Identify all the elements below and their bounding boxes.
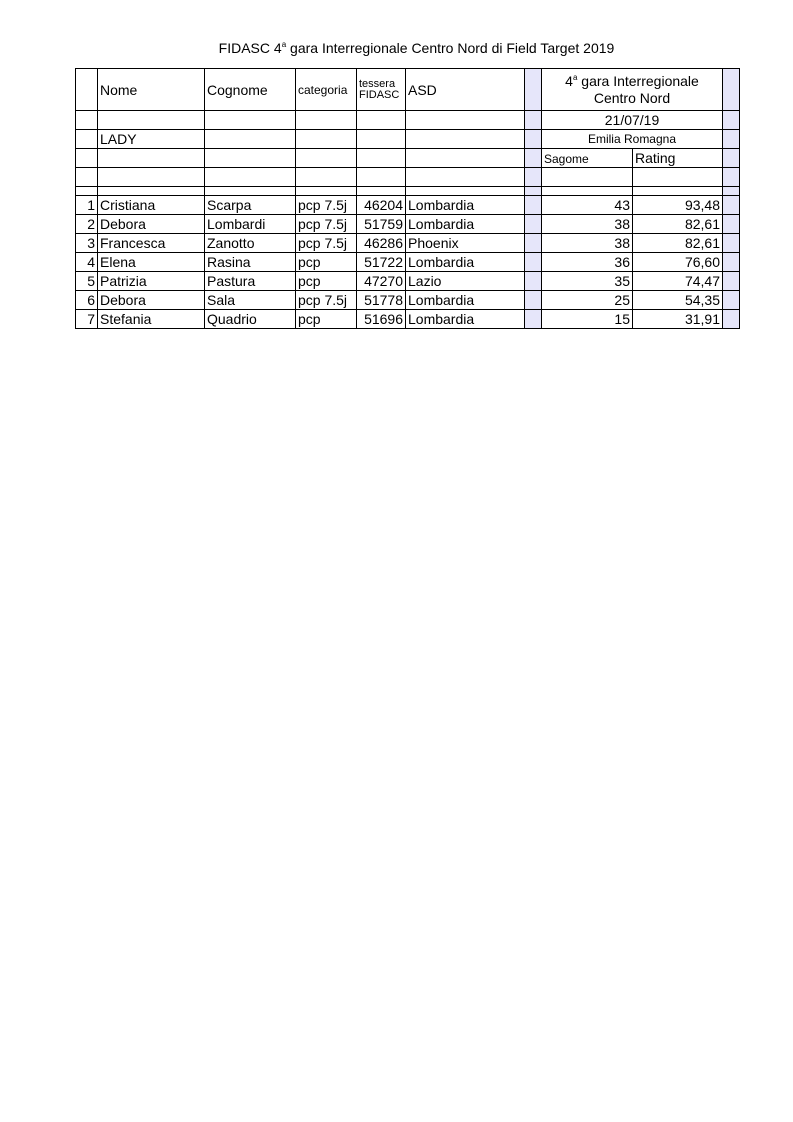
card-number: 47270 bbox=[357, 272, 406, 291]
shade-cell bbox=[525, 187, 542, 196]
shade-cell bbox=[525, 111, 542, 130]
empty-cell bbox=[633, 187, 723, 196]
result-rows bbox=[76, 196, 740, 329]
col-sagome: Sagome bbox=[542, 149, 633, 168]
header-gara bbox=[542, 69, 723, 111]
category: pcp bbox=[296, 310, 357, 329]
category: pcp bbox=[296, 253, 357, 272]
empty-cell bbox=[406, 111, 525, 130]
header-tessera-line2: FIDASC bbox=[359, 88, 400, 101]
shade-cell bbox=[525, 291, 542, 310]
shade-cell bbox=[723, 310, 740, 329]
position: 6 bbox=[76, 291, 98, 310]
targets-score: 35 bbox=[542, 272, 633, 291]
position: 7 bbox=[76, 310, 98, 329]
empty-cell bbox=[357, 187, 406, 196]
targets-score: 43 bbox=[542, 196, 633, 215]
last-name: Lombardi bbox=[205, 215, 296, 234]
shade-cell bbox=[723, 253, 740, 272]
gara-line1: gara Interregionale bbox=[577, 72, 699, 89]
title-prefix: FIDASC 4 bbox=[218, 40, 282, 56]
empty-cell bbox=[406, 130, 525, 149]
empty-row bbox=[76, 168, 740, 187]
card-number: 51696 bbox=[357, 310, 406, 329]
header-pos-cell bbox=[76, 69, 98, 111]
shade-cell bbox=[723, 196, 740, 215]
shade-cell bbox=[723, 272, 740, 291]
empty-cell bbox=[357, 168, 406, 187]
empty-cell bbox=[205, 130, 296, 149]
targets-score: 25 bbox=[542, 291, 633, 310]
event-date: 21/07/19 bbox=[542, 111, 723, 130]
position: 1 bbox=[76, 196, 98, 215]
gara-sup: a bbox=[572, 72, 578, 82]
club: Lombardia bbox=[406, 310, 525, 329]
category: pcp 7.5j bbox=[296, 234, 357, 253]
spacer-row bbox=[76, 187, 740, 196]
results-table bbox=[75, 68, 740, 329]
category: pcp 7.5j bbox=[296, 215, 357, 234]
rating: 76,60 bbox=[633, 253, 723, 272]
shade-cell bbox=[525, 253, 542, 272]
shade-cell bbox=[723, 130, 740, 149]
table-row bbox=[76, 234, 740, 253]
shade-cell bbox=[723, 111, 740, 130]
empty-cell bbox=[205, 168, 296, 187]
page-title bbox=[0, 39, 793, 57]
category: pcp 7.5j bbox=[296, 196, 357, 215]
shade-cell bbox=[723, 291, 740, 310]
empty-cell bbox=[296, 149, 357, 168]
position: 4 bbox=[76, 253, 98, 272]
class-label: LADY bbox=[98, 130, 205, 149]
shade-cell bbox=[525, 130, 542, 149]
empty-cell bbox=[296, 168, 357, 187]
empty-cell bbox=[98, 149, 205, 168]
position: 5 bbox=[76, 272, 98, 291]
empty-cell bbox=[76, 111, 98, 130]
first-name: Patrizia bbox=[98, 272, 205, 291]
rating: 31,91 bbox=[633, 310, 723, 329]
club: Lombardia bbox=[406, 196, 525, 215]
shade-cell bbox=[525, 215, 542, 234]
empty-cell bbox=[98, 111, 205, 130]
shade-cell bbox=[723, 149, 740, 168]
class-row bbox=[76, 130, 740, 149]
targets-score: 38 bbox=[542, 234, 633, 253]
first-name: Elena bbox=[98, 253, 205, 272]
table-row bbox=[76, 272, 740, 291]
empty-cell bbox=[76, 130, 98, 149]
club: Lombardia bbox=[406, 215, 525, 234]
card-number: 46204 bbox=[357, 196, 406, 215]
shade-cell bbox=[525, 310, 542, 329]
event-region: Emilia Romagna bbox=[542, 130, 723, 149]
club: Lombardia bbox=[406, 291, 525, 310]
first-name: Debora bbox=[98, 215, 205, 234]
title-suffix: gara Interregionale Centro Nord di Field Target 2019 bbox=[286, 40, 615, 56]
header-tessera-line1: tessera bbox=[359, 77, 396, 90]
last-name: Sala bbox=[205, 291, 296, 310]
targets-score: 38 bbox=[542, 215, 633, 234]
header-row bbox=[76, 69, 740, 111]
empty-cell bbox=[357, 130, 406, 149]
table-row bbox=[76, 215, 740, 234]
card-number: 51722 bbox=[357, 253, 406, 272]
shade-cell bbox=[525, 272, 542, 291]
empty-cell bbox=[98, 168, 205, 187]
rating: 54,35 bbox=[633, 291, 723, 310]
last-name: Pastura bbox=[205, 272, 296, 291]
first-name: Francesca bbox=[98, 234, 205, 253]
empty-cell bbox=[76, 168, 98, 187]
empty-cell bbox=[633, 168, 723, 187]
last-name: Rasina bbox=[205, 253, 296, 272]
shade-cell bbox=[723, 69, 740, 111]
table-row bbox=[76, 253, 740, 272]
empty-cell bbox=[76, 187, 98, 196]
rating: 93,48 bbox=[633, 196, 723, 215]
header-tessera bbox=[357, 69, 406, 111]
category: pcp 7.5j bbox=[296, 291, 357, 310]
colnames-row bbox=[76, 149, 740, 168]
title-sup: a bbox=[281, 40, 287, 49]
last-name: Scarpa bbox=[205, 196, 296, 215]
card-number: 46286 bbox=[357, 234, 406, 253]
first-name: Stefania bbox=[98, 310, 205, 329]
empty-cell bbox=[406, 149, 525, 168]
header-asd: ASD bbox=[406, 69, 525, 111]
targets-score: 15 bbox=[542, 310, 633, 329]
shade-cell bbox=[525, 196, 542, 215]
header-cognome: Cognome bbox=[205, 69, 296, 111]
first-name: Debora bbox=[98, 291, 205, 310]
shade-cell bbox=[525, 168, 542, 187]
shade-cell bbox=[525, 234, 542, 253]
rating: 82,61 bbox=[633, 215, 723, 234]
shade-cell bbox=[525, 69, 542, 111]
table-row bbox=[76, 291, 740, 310]
empty-cell bbox=[406, 168, 525, 187]
empty-cell bbox=[98, 187, 205, 196]
shade-cell bbox=[723, 187, 740, 196]
table-row bbox=[76, 310, 740, 329]
first-name: Cristiana bbox=[98, 196, 205, 215]
empty-cell bbox=[205, 187, 296, 196]
club: Lombardia bbox=[406, 253, 525, 272]
card-number: 51759 bbox=[357, 215, 406, 234]
shade-cell bbox=[723, 234, 740, 253]
position: 2 bbox=[76, 215, 98, 234]
col-rating: Rating bbox=[633, 149, 723, 168]
empty-cell bbox=[296, 111, 357, 130]
empty-cell bbox=[542, 168, 633, 187]
shade-cell bbox=[525, 149, 542, 168]
shade-cell bbox=[723, 168, 740, 187]
rating: 82,61 bbox=[633, 234, 723, 253]
header-categoria: categoria bbox=[296, 69, 357, 111]
empty-cell bbox=[406, 187, 525, 196]
gara-prefix: 4 bbox=[565, 72, 573, 89]
empty-cell bbox=[205, 149, 296, 168]
empty-cell bbox=[205, 111, 296, 130]
card-number: 51778 bbox=[357, 291, 406, 310]
last-name: Quadrio bbox=[205, 310, 296, 329]
empty-cell bbox=[357, 111, 406, 130]
header-nome: Nome bbox=[98, 69, 205, 111]
targets-score: 36 bbox=[542, 253, 633, 272]
club: Lazio bbox=[406, 272, 525, 291]
club: Phoenix bbox=[406, 234, 525, 253]
table-row bbox=[76, 196, 740, 215]
rating: 74,47 bbox=[633, 272, 723, 291]
category: pcp bbox=[296, 272, 357, 291]
date-row bbox=[76, 111, 740, 130]
gara-line2: Centro Nord bbox=[593, 89, 671, 106]
empty-cell bbox=[542, 187, 633, 196]
empty-cell bbox=[296, 187, 357, 196]
empty-cell bbox=[357, 149, 406, 168]
empty-cell bbox=[76, 149, 98, 168]
position: 3 bbox=[76, 234, 98, 253]
shade-cell bbox=[723, 215, 740, 234]
last-name: Zanotto bbox=[205, 234, 296, 253]
empty-cell bbox=[296, 130, 357, 149]
